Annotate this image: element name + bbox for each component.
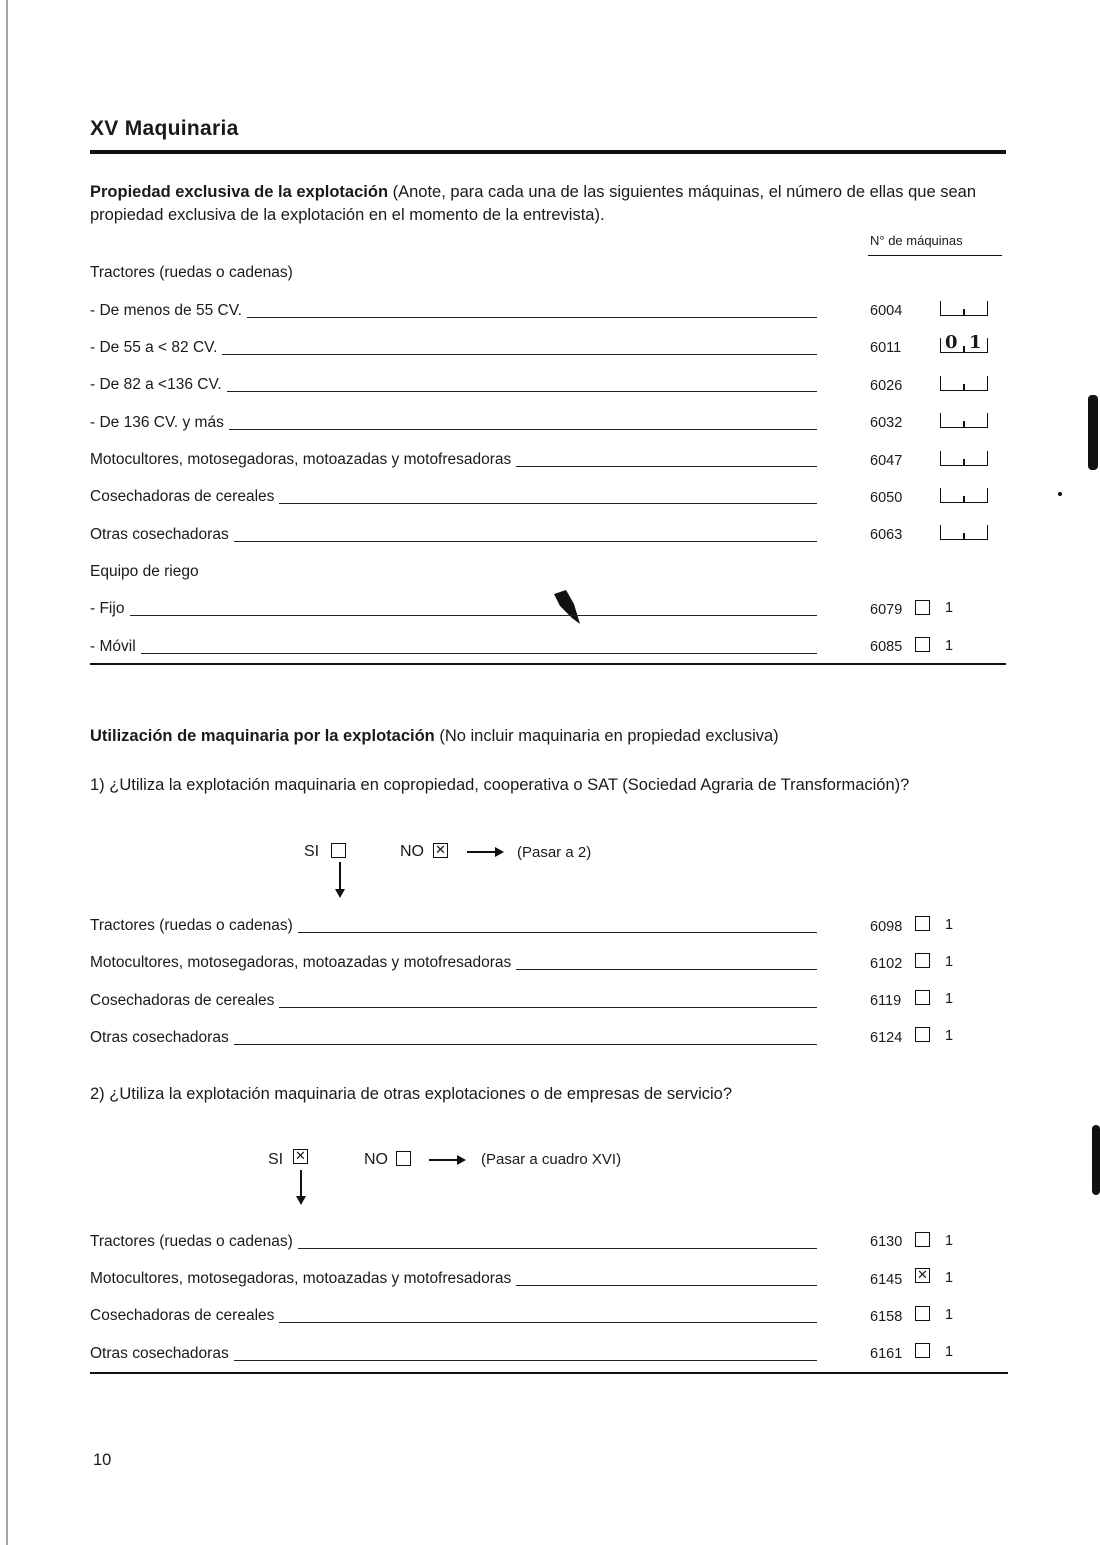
skip-arrow-icon	[467, 851, 497, 853]
section-rule	[90, 1372, 1008, 1374]
section-title: XV Maquinaria	[90, 117, 239, 140]
q1-row-label: Cosechadoras de cereales	[90, 991, 279, 1011]
section-rule	[90, 663, 1006, 665]
owned-row-label: - De 55 a < 82 CV.	[90, 338, 222, 358]
q2-no-label: NO	[364, 1151, 388, 1168]
owned-row-label: Motocultores, motosegadoras, motoazadas y motofresadoras	[90, 450, 516, 470]
owned-row-code: 6026	[870, 378, 903, 394]
skip-arrow-icon	[429, 1159, 459, 1161]
q2-row-code: 6161	[870, 1346, 903, 1362]
digit-box-6050[interactable]	[940, 488, 988, 503]
owned-intro	[90, 181, 990, 227]
q2-row-code: 6145	[870, 1272, 903, 1288]
q1-row-label: Motocultores, motosegadoras, motoazadas y motofresadoras	[90, 953, 516, 973]
option-value: 1	[945, 1270, 954, 1286]
leader-line	[130, 354, 817, 355]
usage-intro	[90, 725, 990, 748]
q1-row-code: 6098	[870, 919, 903, 935]
q2-row-code: 6158	[870, 1309, 903, 1325]
option-value: 1	[945, 600, 954, 616]
leader-line	[130, 391, 817, 392]
digit-box-6011[interactable]: 0 1	[940, 338, 988, 353]
option-value: 1	[945, 991, 954, 1007]
question-1: 1) ¿Utiliza la explotación maquinaria en copropiedad, cooperativa o SAT (Sociedad Agraria de Transformación)?	[90, 776, 910, 794]
scan-speck	[1058, 492, 1062, 496]
owned-row-code: 6032	[870, 415, 903, 431]
checkbox-6161[interactable]	[915, 1343, 930, 1358]
column-header: N° de máquinas	[870, 233, 963, 248]
owned-row-code: 6050	[870, 490, 903, 506]
owned-row-label: - De 136 CV. y más	[90, 413, 229, 433]
page-number: 10	[93, 1451, 112, 1469]
q1-row-code: 6102	[870, 956, 903, 972]
q2-skip-note: (Pasar a cuadro XVI)	[481, 1151, 622, 1168]
leader-line	[130, 429, 817, 430]
tractors-heading: Tractores (ruedas o cadenas)	[90, 263, 298, 283]
q1-row-code: 6124	[870, 1030, 903, 1046]
down-arrow-icon	[339, 862, 341, 890]
q2-row-code: 6130	[870, 1234, 903, 1250]
ink-mark-icon	[552, 588, 586, 628]
scan-edge	[6, 0, 8, 1545]
owned-row-label: Otras cosechadoras	[90, 525, 234, 545]
checkbox-6124[interactable]	[915, 1027, 930, 1042]
q1-no-label: NO	[400, 843, 424, 860]
q2-yes-checkbox[interactable]: ✕	[293, 1149, 308, 1164]
digit-box-6047[interactable]	[940, 451, 988, 466]
option-value: 1	[945, 1344, 954, 1360]
q2-yes-label: SI	[268, 1151, 284, 1168]
usage-note: (No incluir maquinaria en propiedad exclusiva)	[439, 727, 779, 745]
owned-row-label: - De 82 a <136 CV.	[90, 375, 227, 395]
q1-yes-checkbox[interactable]	[331, 843, 346, 858]
checkbox-6079[interactable]	[915, 600, 930, 615]
q1-row-label: Otras cosechadoras	[90, 1028, 234, 1048]
q2-row-label: Tractores (ruedas o cadenas)	[90, 1232, 298, 1252]
checkbox-6102[interactable]	[915, 953, 930, 968]
irrigation-row-label: - Móvil	[90, 637, 141, 657]
q1-skip-note: (Pasar a 2)	[517, 844, 592, 861]
q2-no-checkbox[interactable]	[396, 1151, 411, 1166]
column-header-rule	[868, 255, 1002, 256]
owned-row-code: 6063	[870, 527, 903, 543]
q1-yes-label: SI	[304, 843, 320, 860]
q1-no-checkbox[interactable]: ✕	[433, 843, 448, 858]
q1-row-code: 6119	[870, 993, 902, 1009]
title-rule	[90, 150, 1006, 154]
q2-row-label: Otras cosechadoras	[90, 1344, 234, 1364]
owned-row-code: 6011	[870, 340, 902, 356]
digit-box-6063[interactable]	[940, 525, 988, 540]
question-2: 2) ¿Utiliza la explotación maquinaria de otras explotaciones o de empresas de servicio?	[90, 1085, 733, 1103]
scan-speck	[1088, 395, 1098, 470]
digit-box-6032[interactable]	[940, 413, 988, 428]
option-value: 1	[945, 638, 954, 654]
digit-box-6004[interactable]	[940, 301, 988, 316]
owned-heading: Propiedad exclusiva de la explotación	[90, 183, 389, 201]
irrigation-row-label: - Fijo	[90, 599, 129, 619]
usage-heading: Utilización de maquinaria por la explotación	[90, 727, 435, 745]
checkbox-6130[interactable]	[915, 1232, 930, 1247]
checkbox-6098[interactable]	[915, 916, 930, 931]
leader-line	[130, 615, 817, 616]
owned-row-label: Cosechadoras de cereales	[90, 487, 279, 507]
option-value: 1	[945, 1233, 954, 1249]
leader-line	[130, 653, 817, 654]
checkbox-6158[interactable]	[915, 1306, 930, 1321]
irrigation-heading: Equipo de riego	[90, 562, 204, 582]
checkbox-6119[interactable]	[915, 990, 930, 1005]
checkbox-6085[interactable]	[915, 637, 930, 652]
owned-row-code: 6004	[870, 303, 903, 319]
option-value: 1	[945, 954, 954, 970]
owned-instruction: (Anote, para cada una de las siguientes máquinas, el número de ellas que sean propiedad exclusiva de la explotación en el momento de la entrevista).	[90, 183, 977, 224]
digit-box-6026[interactable]	[940, 376, 988, 391]
irrigation-row-code: 6079	[870, 602, 903, 618]
scan-speck	[1092, 1125, 1100, 1195]
option-value: 1	[945, 1028, 954, 1044]
q2-row-label: Cosechadoras de cereales	[90, 1306, 279, 1326]
option-value: 1	[945, 917, 954, 933]
owned-row-label: - De menos de 55 CV.	[90, 301, 247, 321]
q2-row-label: Motocultores, motosegadoras, motoazadas y motofresadoras	[90, 1269, 516, 1289]
checkbox-6145[interactable]: ✕	[915, 1268, 930, 1283]
down-arrow-icon	[300, 1170, 302, 1197]
q1-row-label: Tractores (ruedas o cadenas)	[90, 916, 298, 936]
owned-row-code: 6047	[870, 453, 903, 469]
option-value: 1	[945, 1307, 954, 1323]
irrigation-row-code: 6085	[870, 639, 903, 655]
